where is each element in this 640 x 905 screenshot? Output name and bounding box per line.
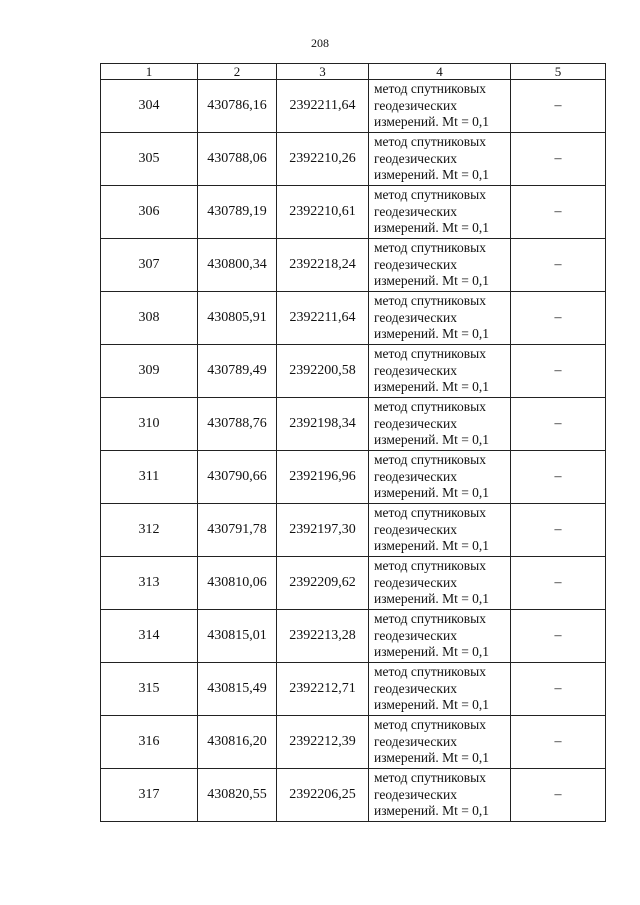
column-header-3: 3 xyxy=(277,64,369,80)
method-line: геодезических xyxy=(374,203,457,219)
method-cell xyxy=(369,239,511,292)
column-header-1: 1 xyxy=(101,64,198,80)
method-line: метод спутниковых xyxy=(374,558,486,574)
method-line: геодезических xyxy=(374,309,457,325)
method-cell xyxy=(369,610,511,663)
method-line: геодезических xyxy=(374,521,457,537)
table-row xyxy=(101,80,606,133)
method-cell xyxy=(369,769,511,822)
x-coordinate-cell: 430820,55 xyxy=(198,769,277,822)
method-line: измерений. Mt = 0,1 xyxy=(374,697,490,713)
method-line: измерений. Mt = 0,1 xyxy=(374,326,490,342)
method-line: геодезических xyxy=(374,150,457,166)
y-coordinate-cell: 2392197,30 xyxy=(277,504,369,557)
note-cell: – xyxy=(511,504,606,557)
method-cell xyxy=(369,504,511,557)
method-line: метод спутниковых xyxy=(374,240,486,256)
method-line: измерений. Mt = 0,1 xyxy=(374,750,490,766)
note-cell: – xyxy=(511,239,606,292)
x-coordinate-cell: 430791,78 xyxy=(198,504,277,557)
x-coordinate-cell: 430800,34 xyxy=(198,239,277,292)
method-cell xyxy=(369,716,511,769)
x-coordinate-cell: 430815,49 xyxy=(198,663,277,716)
method-line: геодезических xyxy=(374,733,457,749)
y-coordinate-cell: 2392198,34 xyxy=(277,398,369,451)
y-coordinate-cell: 2392210,26 xyxy=(277,133,369,186)
y-coordinate-cell: 2392213,28 xyxy=(277,610,369,663)
y-coordinate-cell: 2392211,64 xyxy=(277,80,369,133)
note-cell: – xyxy=(511,769,606,822)
note-cell: – xyxy=(511,133,606,186)
point-number-cell: 308 xyxy=(101,292,198,345)
note-cell: – xyxy=(511,716,606,769)
x-coordinate-cell: 430816,20 xyxy=(198,716,277,769)
method-line: измерений. Mt = 0,1 xyxy=(374,538,490,554)
method-line: метод спутниковых xyxy=(374,770,486,786)
method-line: геодезических xyxy=(374,415,457,431)
note-cell: – xyxy=(511,292,606,345)
y-coordinate-cell: 2392209,62 xyxy=(277,557,369,610)
point-number-cell: 304 xyxy=(101,80,198,133)
method-line: метод спутниковых xyxy=(374,187,486,203)
method-line: метод спутниковых xyxy=(374,346,486,362)
y-coordinate-cell: 2392211,64 xyxy=(277,292,369,345)
x-coordinate-cell: 430789,19 xyxy=(198,186,277,239)
method-line: измерений. Mt = 0,1 xyxy=(374,591,490,607)
x-coordinate-cell: 430788,06 xyxy=(198,133,277,186)
method-line: измерений. Mt = 0,1 xyxy=(374,803,490,819)
point-number-cell: 306 xyxy=(101,186,198,239)
point-number-cell: 316 xyxy=(101,716,198,769)
x-coordinate-cell: 430810,06 xyxy=(198,557,277,610)
table-row xyxy=(101,186,606,239)
method-line: геодезических xyxy=(374,362,457,378)
table-row xyxy=(101,610,606,663)
method-line: геодезических xyxy=(374,468,457,484)
point-number-cell: 309 xyxy=(101,345,198,398)
point-number-cell: 317 xyxy=(101,769,198,822)
coordinates-table xyxy=(100,63,606,822)
y-coordinate-cell: 2392212,39 xyxy=(277,716,369,769)
table-row xyxy=(101,663,606,716)
note-cell: – xyxy=(511,610,606,663)
note-cell: – xyxy=(511,186,606,239)
column-header-5: 5 xyxy=(511,64,606,80)
method-line: метод спутниковых xyxy=(374,452,486,468)
point-number-cell: 313 xyxy=(101,557,198,610)
note-cell: – xyxy=(511,451,606,504)
table-row xyxy=(101,292,606,345)
column-header-2: 2 xyxy=(198,64,277,80)
y-coordinate-cell: 2392206,25 xyxy=(277,769,369,822)
point-number-cell: 314 xyxy=(101,610,198,663)
method-line: измерений. Mt = 0,1 xyxy=(374,379,490,395)
table-row xyxy=(101,716,606,769)
point-number-cell: 310 xyxy=(101,398,198,451)
method-cell xyxy=(369,133,511,186)
y-coordinate-cell: 2392218,24 xyxy=(277,239,369,292)
header-row xyxy=(101,64,606,80)
column-header-4: 4 xyxy=(369,64,511,80)
point-number-cell: 312 xyxy=(101,504,198,557)
method-line: метод спутниковых xyxy=(374,399,486,415)
method-line: метод спутниковых xyxy=(374,505,486,521)
point-number-cell: 311 xyxy=(101,451,198,504)
table-row xyxy=(101,398,606,451)
method-cell xyxy=(369,451,511,504)
x-coordinate-cell: 430788,76 xyxy=(198,398,277,451)
table-row xyxy=(101,769,606,822)
y-coordinate-cell: 2392196,96 xyxy=(277,451,369,504)
method-line: геодезических xyxy=(374,627,457,643)
method-line: измерений. Mt = 0,1 xyxy=(374,273,490,289)
method-cell xyxy=(369,663,511,716)
point-number-cell: 315 xyxy=(101,663,198,716)
table-body xyxy=(101,80,606,822)
table-row xyxy=(101,557,606,610)
method-cell xyxy=(369,398,511,451)
method-line: измерений. Mt = 0,1 xyxy=(374,432,490,448)
method-line: измерений. Mt = 0,1 xyxy=(374,220,490,236)
table-header xyxy=(101,64,606,80)
table-row xyxy=(101,451,606,504)
table-row xyxy=(101,239,606,292)
y-coordinate-cell: 2392210,61 xyxy=(277,186,369,239)
point-number-cell: 307 xyxy=(101,239,198,292)
method-line: геодезических xyxy=(374,786,457,802)
method-line: измерений. Mt = 0,1 xyxy=(374,644,490,660)
note-cell: – xyxy=(511,557,606,610)
method-cell xyxy=(369,557,511,610)
y-coordinate-cell: 2392212,71 xyxy=(277,663,369,716)
method-line: метод спутниковых xyxy=(374,664,486,680)
note-cell: – xyxy=(511,345,606,398)
note-cell: – xyxy=(511,80,606,133)
method-line: метод спутниковых xyxy=(374,81,486,97)
y-coordinate-cell: 2392200,58 xyxy=(277,345,369,398)
method-line: измерений. Mt = 0,1 xyxy=(374,167,490,183)
method-line: измерений. Mt = 0,1 xyxy=(374,114,490,130)
x-coordinate-cell: 430789,49 xyxy=(198,345,277,398)
table-row xyxy=(101,504,606,557)
table-row xyxy=(101,133,606,186)
method-cell xyxy=(369,292,511,345)
method-line: метод спутниковых xyxy=(374,134,486,150)
method-cell xyxy=(369,186,511,239)
method-line: метод спутниковых xyxy=(374,293,486,309)
note-cell: – xyxy=(511,398,606,451)
x-coordinate-cell: 430790,66 xyxy=(198,451,277,504)
x-coordinate-cell: 430815,01 xyxy=(198,610,277,663)
table-row xyxy=(101,345,606,398)
method-cell xyxy=(369,345,511,398)
method-line: геодезических xyxy=(374,97,457,113)
method-line: геодезических xyxy=(374,574,457,590)
point-number-cell: 305 xyxy=(101,133,198,186)
method-line: измерений. Mt = 0,1 xyxy=(374,485,490,501)
method-cell xyxy=(369,80,511,133)
x-coordinate-cell: 430805,91 xyxy=(198,292,277,345)
page-number: 208 xyxy=(311,36,329,50)
method-line: геодезических xyxy=(374,680,457,696)
method-line: метод спутниковых xyxy=(374,717,486,733)
method-line: геодезических xyxy=(374,256,457,272)
x-coordinate-cell: 430786,16 xyxy=(198,80,277,133)
method-line: метод спутниковых xyxy=(374,611,486,627)
note-cell: – xyxy=(511,663,606,716)
